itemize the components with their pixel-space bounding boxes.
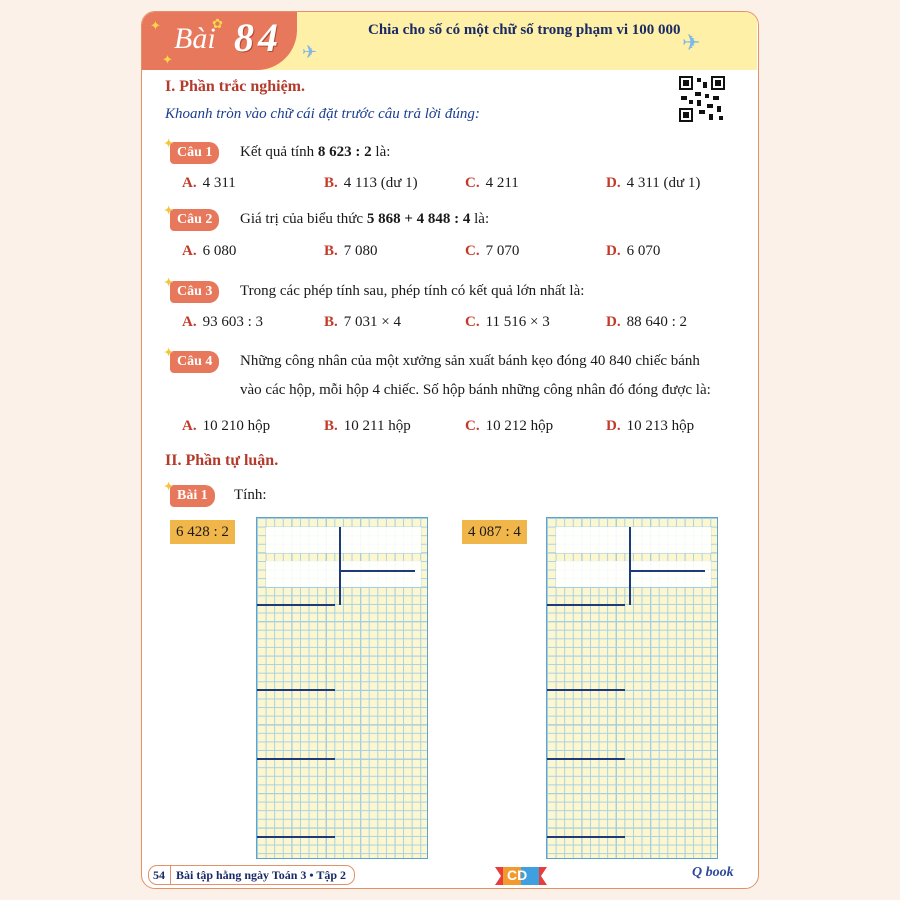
question-1-option-a[interactable]: A. 4 311 [182, 175, 236, 191]
work-line [547, 689, 625, 691]
question-3-option-a[interactable]: A. 93 603 : 3 [182, 314, 264, 330]
exercise-1-label: ✦ Bài 1 [170, 485, 215, 507]
question-1-label: ✦ Câu 1 [170, 142, 219, 164]
question-1-text: Kết quả tính 8 623 : 2 là: [240, 144, 391, 160]
work-line [257, 758, 335, 760]
work-line [257, 689, 335, 691]
question-2-option-c[interactable]: C. 7 070 [465, 243, 520, 259]
instruction-text: Khoanh tròn vào chữ cái đặt trước câu trả lời đúng: [165, 106, 480, 122]
question-4-text: Những công nhân của một xưởng sản xuất bánh kẹo đóng 40 840 chiếc bánh vào các hộp, mỗi hộp 4 chiếc. Số hộp bánh những công nhân đó đóng được là: [240, 353, 711, 398]
division-quotient-line [631, 570, 705, 572]
star-icon: ✦ [162, 52, 173, 67]
question-1-expression: 8 623 : 2 [317, 144, 372, 160]
question-2-option-d[interactable]: D. 6 070 [606, 243, 661, 259]
work-line [547, 758, 625, 760]
work-line [257, 604, 335, 606]
section-heading-multiple-choice: I. Phần trắc nghiệm. [165, 78, 305, 95]
lesson-badge [142, 12, 297, 70]
question-2-expression: 5 868 + 4 848 : 4 [366, 211, 471, 227]
question-2-label: ✦ Câu 2 [170, 209, 219, 231]
section-heading-essay: II. Phần tự luận. [165, 452, 279, 469]
work-line [257, 836, 335, 838]
work-line [547, 604, 625, 606]
question-4-option-d[interactable]: D. 10 213 hộp [606, 418, 695, 434]
question-3-text: Trong các phép tính sau, phép tính có kết quả lớn nhất là: [240, 283, 585, 299]
division-quotient-line [341, 570, 415, 572]
question-3-option-d[interactable]: D. 88 640 : 2 [606, 314, 688, 330]
work-line [547, 836, 625, 838]
question-4-option-a[interactable]: A. 10 210 hộp [182, 418, 271, 434]
worksheet-page [141, 11, 759, 889]
cd-mark: CD [491, 863, 551, 889]
question-4-option-c[interactable]: C. 10 212 hộp [465, 418, 554, 434]
star-icon: ✦ [150, 18, 161, 33]
qr-code[interactable] [679, 76, 725, 122]
footer-book-label [148, 865, 355, 885]
airplane-icon: ✈ [302, 42, 318, 62]
question-4-label: ✦ Câu 4 [170, 351, 219, 373]
question-2-text: Giá trị của biểu thức 5 868 + 4 848 : 4 là: [240, 211, 490, 227]
question-2-option-b[interactable]: B. 7 080 [324, 243, 378, 259]
division-expression-1: 6 428 : 2 [170, 520, 235, 544]
airplane-icon: ✈ [682, 30, 701, 55]
division-vertical-line [339, 527, 341, 605]
exercise-1-text: Tính: [234, 487, 267, 503]
question-3-option-b[interactable]: B. 7 031 × 4 [324, 314, 401, 330]
qr-code-icon [679, 76, 725, 122]
question-2-option-a[interactable]: A. 6 080 [182, 243, 237, 259]
division-vertical-line [629, 527, 631, 605]
question-4-option-b[interactable]: B. 10 211 hộp [324, 418, 411, 434]
publisher-logo: Q book [692, 865, 734, 880]
question-1-option-d[interactable]: D. 4 311 (dư 1) [606, 175, 701, 191]
question-3-label: ✦ Câu 3 [170, 281, 219, 303]
grid-workspace-2[interactable] [546, 517, 718, 859]
badge-word: Bài [174, 22, 216, 55]
page-number: 54 [153, 866, 171, 884]
division-expression-2: 4 087 : 4 [462, 520, 527, 544]
question-1-option-b[interactable]: B. 4 113 (dư 1) [324, 175, 418, 191]
star-icon: ✿ [212, 16, 223, 31]
question-1-option-c[interactable]: C. 4 211 [465, 175, 519, 191]
book-title: Bài tập hằng ngày Toán 3 • Tập 2 [176, 868, 347, 882]
badge-number: 84 [234, 15, 282, 60]
grid-workspace-1[interactable] [256, 517, 428, 859]
lesson-title: Chia cho số có một chữ số trong phạm vi 100 000 [368, 22, 681, 38]
question-3-option-c[interactable]: C. 11 516 × 3 [465, 314, 550, 330]
